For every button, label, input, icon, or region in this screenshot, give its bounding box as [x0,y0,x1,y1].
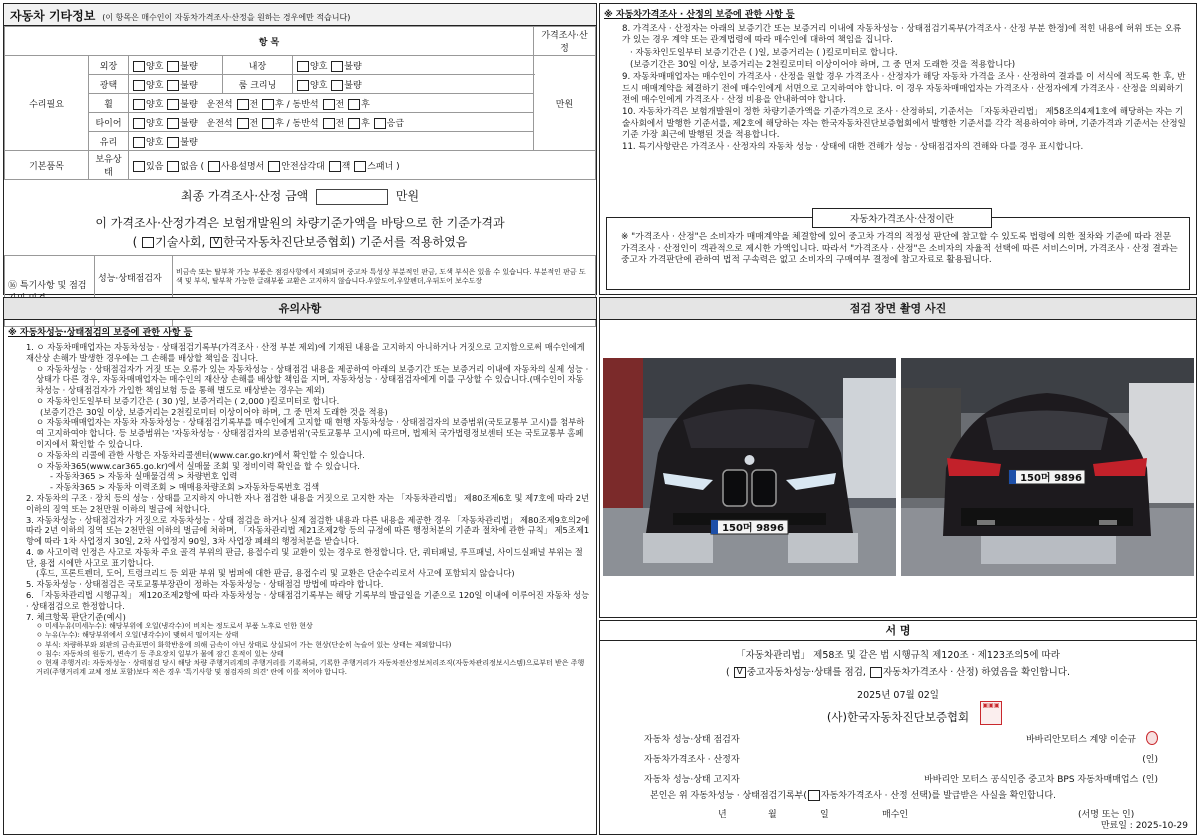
checkbox-jack[interactable] [329,161,341,172]
gloss-options: 양호 불량 [129,75,223,94]
other-info-subtitle: (이 항목은 매수인이 자동차가격조사·산정을 원하는 경우에만 적습니다) [102,13,351,22]
signature-panel [599,620,1197,835]
buyer-confirm-line: 본인은 위 자동차성능 · 상태점검기록부( 자동차가격조사 · 산정 선택)를 발급받은 사실을 확인합니다. [650,791,1056,801]
sig-value: 바바리안 모터스 공식인증 중고차 BPS 자동차매매업스 [924,774,1139,785]
sig-label: 자동차 성능·상태 고지자 [644,774,740,785]
repair-needed-label: 수리필요 [5,56,89,151]
sig-value: 바바리안모터스 계양 이순규 [1025,734,1136,745]
checkbox-glass-good[interactable] [133,137,145,148]
notice-item: 3. 자동차성능 · 상태점검자가 거짓으로 자동차성능 · 상태 점검을 하거나 실제 점검한 내용과 다른 내용을 제공한 경우 「자동차관리법」 제80조제9호의2에 따라 2년 이하의 징역 또는 2천만원 이하의 벌금에 처하며, 「자동차관리법 제21조제2항 등의 규정에 따른 행정처분의 기준과 절차에 관한 규칙」 제5조제1항에 따라 1차 사업정지 30일, 2차 사업정지 90일, 3차 사업장 폐쇄의 행정처분을 받습니다. [26,514,590,547]
possession-label: 보유상태 [89,151,129,180]
expiry-date: 만료일 : 2025-10-29 [1100,821,1188,831]
checkbox-interior-bad[interactable] [331,61,343,72]
checkbox-tire-driver-rear[interactable] [262,118,274,129]
checkbox-gloss-good[interactable] [133,80,145,91]
notice-item: - 자동차365 > 자동차 실매물검색 > 차량번호 입력 [50,471,238,482]
notice-item: ㅇ 누유(누수): 해당부위에서 오일(냉각수)이 맺혀서 떨어지는 상태 [36,631,239,640]
notice-item: (후드, 프론트펜더, 도어, 트렁크리드 등 외판 부위 및 범퍼에 대한 판금, 용접수리 및 교환은 단순수리로서 사고에 포함되지 않습니다) [36,568,515,579]
row-interior-label: 내장 [223,56,293,75]
glass-options: 양호 불량 [129,132,534,151]
checkbox-has[interactable] [133,161,145,172]
notice-item: ㅇ 자동차의 리콜에 관한 사항은 자동차리콜센터(www.car.go.kr)에서 확인할 수 있습니다. [36,449,365,460]
checkbox-room-good[interactable] [297,80,309,91]
notice-item: ㅇ 자동차성능 · 상태점검자가 거짓 또는 오류가 있는 자동차성능 · 상태점검 내용을 제공하여 아래의 보증기간 또는 보증거리 이내에 자동차의 실제 성능 · 상태가 다른 경우, 자동차매매업자는 매수인의 재산상 손해를 배상할 책임을 지며, 자동차성능 · 상태점검자에게 이를 구상할 수 있습니다.(매수인이 자동차성능 · 상태점검자가 가입한 책임보험 등을 통해 별도로 배상받는 경우는 제외) [36,363,589,396]
checkbox-tire-good[interactable] [133,118,145,129]
buyer-year: 년 [718,810,727,820]
buyer-month: 월 [768,810,777,820]
notice-item: ㅇ 현재 주행거리: 자동차성능 · 상태점검 당시 해당 차량 주행거리계의 주행거리를 기록하되, 기록한 주행거리가 자동차전산정보처리조직(자동차관리정보시스템)으로부터 받은 주행거리(주행거리계 교체 정보 포함)보다 적은 경우 '특기사항 및 점검자의 의견' 란에 이를 적어야 합니다. [36,658,585,676]
guarantee-item-8b: (보증기간은 30일 이상, 보증거리는 2천킬로미터 이상이어야 하며, 그 중 먼저 도래한 것을 적용합니다) [630,60,1016,71]
repair-table [4,26,596,180]
checkbox-performance-check[interactable]: V [734,667,746,678]
row-gloss-label: 광택 [89,75,129,94]
final-price-label: 최종 가격조사·산정 금액 [180,189,309,203]
sig-mark: (인) [1142,754,1158,765]
checkbox-tire-pass-front[interactable] [323,118,335,129]
final-price-unit: 만원 [395,189,420,203]
signature-date: 2025년 07월 02일 [857,690,939,701]
sig-label: 자동차 성능·상태 점검자 [644,734,740,745]
guarantee-item-10: 10. 자동차가격은 보험개발원이 정한 차량기준가액을 기준가격으로 조사 · 산정하되, 기준서는 「자동차관리법」 제58조의4제1호에 해당하는 자는 기술사회에서 발행한 기준서를, 제2호에 해당하는 자는 한국자동차진단보증협회에서 발행한 기준서를 각각 적용하여야 하며, 기준가격과 기준서는 산정일 기준 가장 최근에 발행된 것을 적용합니다. [622,107,1186,141]
signature-org-row [600,702,1196,725]
checkbox-wheel-pass-front[interactable] [323,99,335,110]
checkbox-tire-emergency[interactable] [374,118,386,129]
pricing-definition-box [606,214,1190,290]
checkbox-wheel-pass-rear[interactable] [348,99,360,110]
org-seal-icon: ▣▣▣ [980,701,1002,725]
checkbox-triangle[interactable] [268,161,280,172]
wheel-options: 양호 불량 운전석 전 후 / 동반석 전 후 [129,94,534,113]
notice-item: 2. 자동차의 구조 · 장치 등의 성능 · 상태를 고지하지 아니한 자나 점검한 내용을 거짓으로 고지한 자는 「자동차관리법」 제80조제6호 및 제7호에 따라 2년 이하의 징역 또는 2천만원 이하의 벌금에 처합니다. [26,492,590,514]
row-tire-label: 타이어 [89,113,129,132]
checkbox-kadia[interactable]: V [210,237,222,248]
guarantee-item-8a: · 자동차인도일부터 보증기간은 ( )일, 보증거리는 ( )킬로미터로 합니다. [630,47,898,58]
price-guarantee-body [600,24,1196,154]
price-guarantee-panel [599,3,1197,295]
checkbox-wheel-good[interactable] [133,99,145,110]
checkbox-confirm-price[interactable] [808,790,820,801]
basis-line2: ( 기술사회, V 한국자동차진단보증협회) 기준서를 적용하였음 [132,234,468,249]
notice-item: ㅇ 침수: 자동차의 원동기, 변속기 등 주요장치 일부가 물에 잠긴 흔적이 있는 상태 [36,649,284,658]
row-glass-label: 유리 [89,132,129,151]
checkbox-tech-society[interactable] [142,237,154,248]
rear-car-photo [901,358,1194,576]
checkbox-glass-bad[interactable] [167,137,179,148]
rear-plate-text: 150머 9896 [1020,473,1082,484]
row-wheel-label: 휠 [89,94,129,113]
notice-item: ㅇ 자동차인도일부터 보증기간은 ( 30 )일, 보증거리는 ( 2,000 )킬로미터로 합니다. [36,395,340,406]
row-room-cleaning-label: 룸 크리닝 [223,75,293,94]
sig-mark: (인) [1142,774,1158,785]
checkbox-none[interactable] [167,161,179,172]
signature-law-line: 「자동차관리법」 제58조 및 같은 법 시행규칙 제120조 · 제123조의5에 따라 [736,650,1060,661]
notice-item: ㅇ 자동차365(www.car365.go.kr)에서 실매물 조회 및 정비이력 확인을 할 수 있습니다. [36,460,360,471]
pricing-definition-title: 자동차가격조사·산정이란 [812,208,992,228]
checkbox-exterior-bad[interactable] [167,61,179,72]
photo-header: 점검 장면 촬영 사진 [600,298,1196,320]
col-price-header: 가격조사·산정 [534,27,596,56]
notice-item: 7. 체크항목 판단기준(예시) [26,611,126,622]
checkbox-wheel-driver-front[interactable] [237,99,249,110]
final-price-row [4,187,596,205]
checkbox-tire-driver-front[interactable] [237,118,249,129]
basic-items-options: 있음 없음 ( 사용설명서 안전삼각대 잭 스패너 ) [129,151,596,180]
row-exterior-label: 외장 [89,56,129,75]
inspector-opinion-text: 비금속 또는 탈부착 가능 부품은 점검사항에서 제외되며 중고차 특성상 부분적인 판금, 도색 부식은 있을 수 있습니다. 부분적인 판금 도색 및 부식, 탈부착 가능한 글래부품 교환은 고지하지 않습니다.우앞도어,우앞펜더,우뒤도어 보수도장 [173,255,596,299]
notice-item: 6. 「자동차관리법 시행규칙」 제120조제2항에 따라 자동차성능 · 상태점검기록부는 해당 기록부의 발급일을 기준으로 120일 이내에 이루어진 자동차 성능 · 상태점검으로 한정합니다. [26,589,590,611]
rear-photo-svg [901,358,1194,576]
inspector-label: 성능·상태점검자 [95,255,173,299]
exterior-options: 양호 불량 [129,56,223,75]
front-photo-svg [603,358,896,576]
notice-panel [3,297,597,835]
checkbox-room-bad[interactable] [331,80,343,91]
signature-row-notifier [644,768,1158,788]
notice-item: - 자동차365 > 자동차 이력조회 > 매매용차량조회 >자동차등록번호 검색 [50,482,320,493]
front-car-photo [603,358,896,576]
checkbox-tire-bad[interactable] [167,118,179,129]
signature-org: (사)한국자동차진단보증협회 [826,710,970,724]
basis-line1: 이 가격조사·산정가격은 보험개발원의 차량기준가액을 바탕으로 한 기준가격과 [95,215,505,230]
special-notes-label: ⑯ 특기사항 및 점검 [5,255,95,326]
other-info-title-bar [4,4,596,26]
signature-row-pricer [644,748,1158,768]
checkbox-wheel-driver-rear[interactable] [262,99,274,110]
notice-subheader: ※ 자동차성능·상태점검의 보증에 관한 사항 등 [8,328,193,338]
signature-options-line: ( V 중고자동차성능·상태를 점검, 자동차가격조사 · 산정) 하였음을 확인합니다. [726,667,1070,678]
signature-row-inspector [644,728,1158,748]
sig-label: 자동차가격조사 · 산정자 [644,754,740,765]
checkbox-gloss-bad[interactable] [167,80,179,91]
col-item-header: 항 목 [5,27,534,56]
interior-options: 양호 불량 [293,56,534,75]
inspector-seal-icon [1146,731,1158,745]
buyer-day: 일 [820,810,829,820]
final-price-input[interactable] [316,189,388,205]
price-manwon: 만원 [534,56,596,151]
checkbox-spanner[interactable] [354,161,366,172]
guarantee-item-9: 9. 자동차매매업자는 매수인이 가격조사 · 산정을 원할 경우 가격조사 · 산정자가 해당 자동차 가격을 조사 · 산정하여 결과를 이 서식에 적도록 한 후, 반드시 매매계약을 체결하기 전에 매수인에게 서면으로 고지하여야 합니다. 이 경우 자동차매매업자는 가격조사 · 산정자에게 가격조사 · 산정을 의뢰하기 전에 매수인에게 가격조사 · 산정 비용을 안내하여야 합니다. [622,72,1186,106]
notice-item: ㅇ 미세누유(미세누수): 해당부위에 오일(냉각수)이 비치는 정도로서 부품 노후로 인한 현상 [36,622,313,631]
pricing-definition-text: ※ "가격조사 · 산정"은 소비자가 매매계약을 체결함에 있어 중고차 가격의 적정성 판단에 참고할 수 있도록 법령에 의한 절차와 기준에 따라 전문 가격조사 · 산정인이 객관적으로 제시한 가액입니다. 따라서 "가격조사 · 산정"은 소비자의 자율적 선택에 따른 서비스이며, 가격조사 · 산정 결과는 중고자 가격판단에 관하여 법적 구속력은 없고 소비자의 구매여부 결정에 참고자료로 활용됩니다. [621,232,1178,266]
buyer-label: 매수인 [882,810,909,820]
other-info-title: 자동차 기타정보 [10,9,96,23]
checkbox-manual[interactable] [208,161,220,172]
price-guarantee-header: ※ 자동차가격조사 · 산정의 보증에 관한 사항 등 [604,10,795,20]
checkbox-wheel-bad[interactable] [167,99,179,110]
notice-item: 1. ㅇ 자동차매매업자는 자동차성능 · 상태점검기록부(가격조사 · 산정 부분 제외)에 기재된 내용을 고지하지 아니하거나 거짓으로 고지함으로써 매수인에게 재산상 손해가 발생한 경우에는 그 손해를 배상할 책임을 집니다. [26,342,585,363]
checkbox-price-survey[interactable] [870,667,882,678]
notice-item: ㅇ 부식: 차량하부와 외판의 금속표면이 화학반응에 의해 금속이 아닌 상태로 상실되어 가는 현상(단순히 녹슬어 있는 상태는 제외합니다) [36,640,452,649]
notice-body [4,342,596,677]
guarantee-item-11: 11. 특기사항란은 가격조사 · 산정자의 자동차 성능 · 상태에 대한 견해가 성능 · 상태점검자의 견해와 다를 경우 표시합니다. [622,142,1084,153]
checkbox-interior-good[interactable] [297,61,309,72]
signature-header: 서 명 [600,621,1196,641]
vehicle-other-info-panel [3,3,597,295]
notice-header: 유의사항 [4,298,596,320]
notice-item: (보증기간은 30일 이상, 보증거리는 2천킬로미터 이상이어야 하며, 그 중 먼저 도래한 것을 적용) [40,406,388,417]
checkbox-exterior-good[interactable] [133,61,145,72]
signature-rows [644,728,1158,788]
tire-options: 양호 불량 운전석 전 후 / 동반석 전 후 응급 [129,113,534,132]
checkbox-tire-pass-rear[interactable] [348,118,360,129]
notice-item: ㅇ 자동차매매업자는 자동차 자동차성능 · 상태점검기록부를 매수인에게 고지할 때 현행 자동차성능 · 상태점검자의 보증범위(국토교통부 고시)를 첨부하여 고지하여야 합니다. 등 보증범위는 '자동차성능 · 상태점검자의 보증범위'(국토교통부 고시)에 따르며, 법제처 국가법령정보센터 또는 국토교통부 홈페이지에서 확인할 수 있습니다. [36,417,585,450]
notice-item: 5. 자동차성능 · 상태점검은 국토교통부장관이 정하는 자동차성능 · 상태점검 방법에 따라야 합니다. [26,579,384,590]
room-cleaning-options: 양호 불량 [293,75,534,94]
basic-items-label: 기본품목 [5,151,89,180]
buyer-sign-or-seal: (서명 또는 인) [1078,810,1135,820]
notice-item: 4. ⑩ 사고이력 인정은 사고로 자동차 주요 골격 부위의 판금, 용접수리 및 교환이 있는 경우로 한정합니다. 단, 쿼터패널, 루프패널, 사이드실패널 부위는 절단, 용접 시에만 사고로 표기합니다. [26,546,583,568]
photo-panel [599,297,1197,618]
front-plate-text: 150머 9896 [722,523,784,534]
guarantee-item-8: 8. 가격조사 · 산정자는 아래의 보증기간 또는 보증거리 이내에 자동차성능 · 상태점검기록부(가격조사 · 산정 부분 한정)에 적힌 내용에 허위 또는 오류가 있는 경우 계약 또는 관계법령에 따라 매수인에 대하여 책임을 집니다. [622,24,1182,46]
